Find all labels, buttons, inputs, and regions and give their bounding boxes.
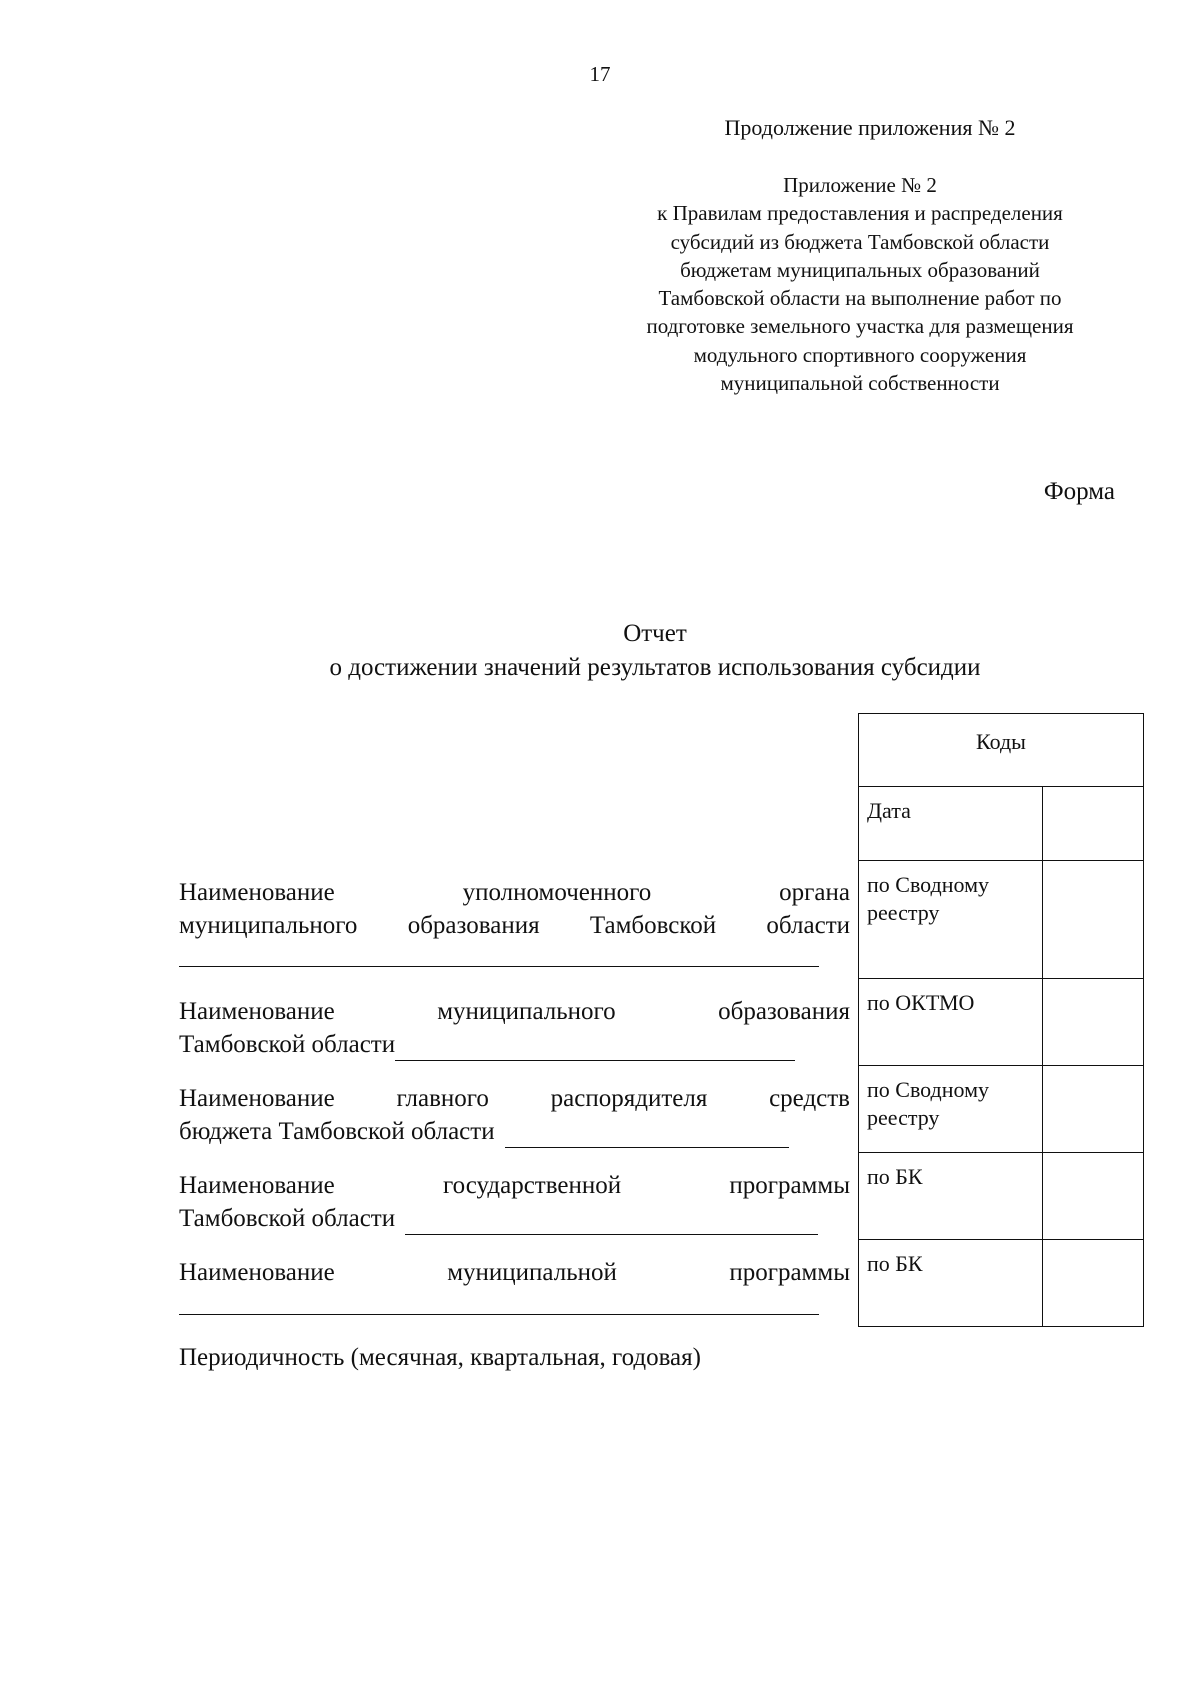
code-value-summary-registry[interactable] [1043,861,1144,979]
code-value-bk[interactable] [1043,1153,1144,1240]
municipality-blank[interactable] [395,1036,795,1061]
periodicity: Периодичность (месячная, квартальная, годовая) [179,1344,701,1371]
field-label: бюджета Тамбовской области [179,1118,495,1145]
field-label: Наименование уполномоченного органа [179,879,850,906]
appendix-title: Приложение № 2 [783,173,937,197]
appendix-line: подготовке земельного участка для размещения [646,314,1074,339]
field-municipality [179,995,850,1061]
code-value-summary-registry-2[interactable] [1043,1066,1144,1153]
appendix-line: муниципальной собственности [720,371,1000,396]
code-value-date[interactable] [1043,787,1144,861]
appendix-line: модульного спортивного сооружения [693,342,1027,367]
chief-manager-blank[interactable] [505,1123,789,1148]
appendix-line: бюджетам муниципальных образований [680,257,1040,282]
municipal-program-blank[interactable] [179,1314,819,1315]
code-label-summary-registry: по Сводному реестру [859,861,1043,979]
field-chief-manager [179,1082,850,1148]
field-state-program [179,1169,850,1235]
code-label-bk: по БК [859,1153,1043,1240]
appendix-line: субсидий из бюджета Тамбовской области [670,229,1050,254]
field-label: Наименование государственной программы [179,1172,850,1199]
field-label: Наименование муниципального образования [179,998,850,1025]
form-label: Форма [1043,478,1115,505]
state-program-blank[interactable] [405,1210,818,1235]
code-label-bk-2: по БК [859,1240,1043,1327]
code-value-oktmo[interactable] [1043,979,1144,1066]
appendix-block [600,171,1120,397]
appendix-line: Тамбовской области на выполнение работ по [658,286,1062,311]
codes-table [858,713,1144,1327]
codes-header: Коды [859,714,1144,787]
report-title: Отчет [623,620,687,647]
authorized-body-blank[interactable] [179,966,819,967]
field-authorized-body [179,876,850,942]
code-label-date: Дата [859,787,1043,861]
field-label: Тамбовской области [179,1205,396,1232]
report-subtitle: о достижении значений результатов использования субсидии [329,654,981,681]
continuation-note: Продолжение приложения № 2 [724,115,1016,140]
appendix-line: к Правилам предоставления и распределения [657,201,1063,226]
code-label-summary-registry-2: по Сводному реестру [859,1066,1043,1153]
field-municipal-program [179,1256,850,1289]
field-label: Тамбовской области [179,1031,396,1058]
page-number: 17 [589,62,611,86]
field-label: Наименование главного распорядителя средств [179,1085,850,1112]
field-label: Наименование муниципальной программы [179,1259,850,1286]
code-label-oktmo: по ОКТМО [859,979,1043,1066]
field-label: муниципального образования Тамбовской области [179,912,850,939]
code-value-bk-2[interactable] [1043,1240,1144,1327]
